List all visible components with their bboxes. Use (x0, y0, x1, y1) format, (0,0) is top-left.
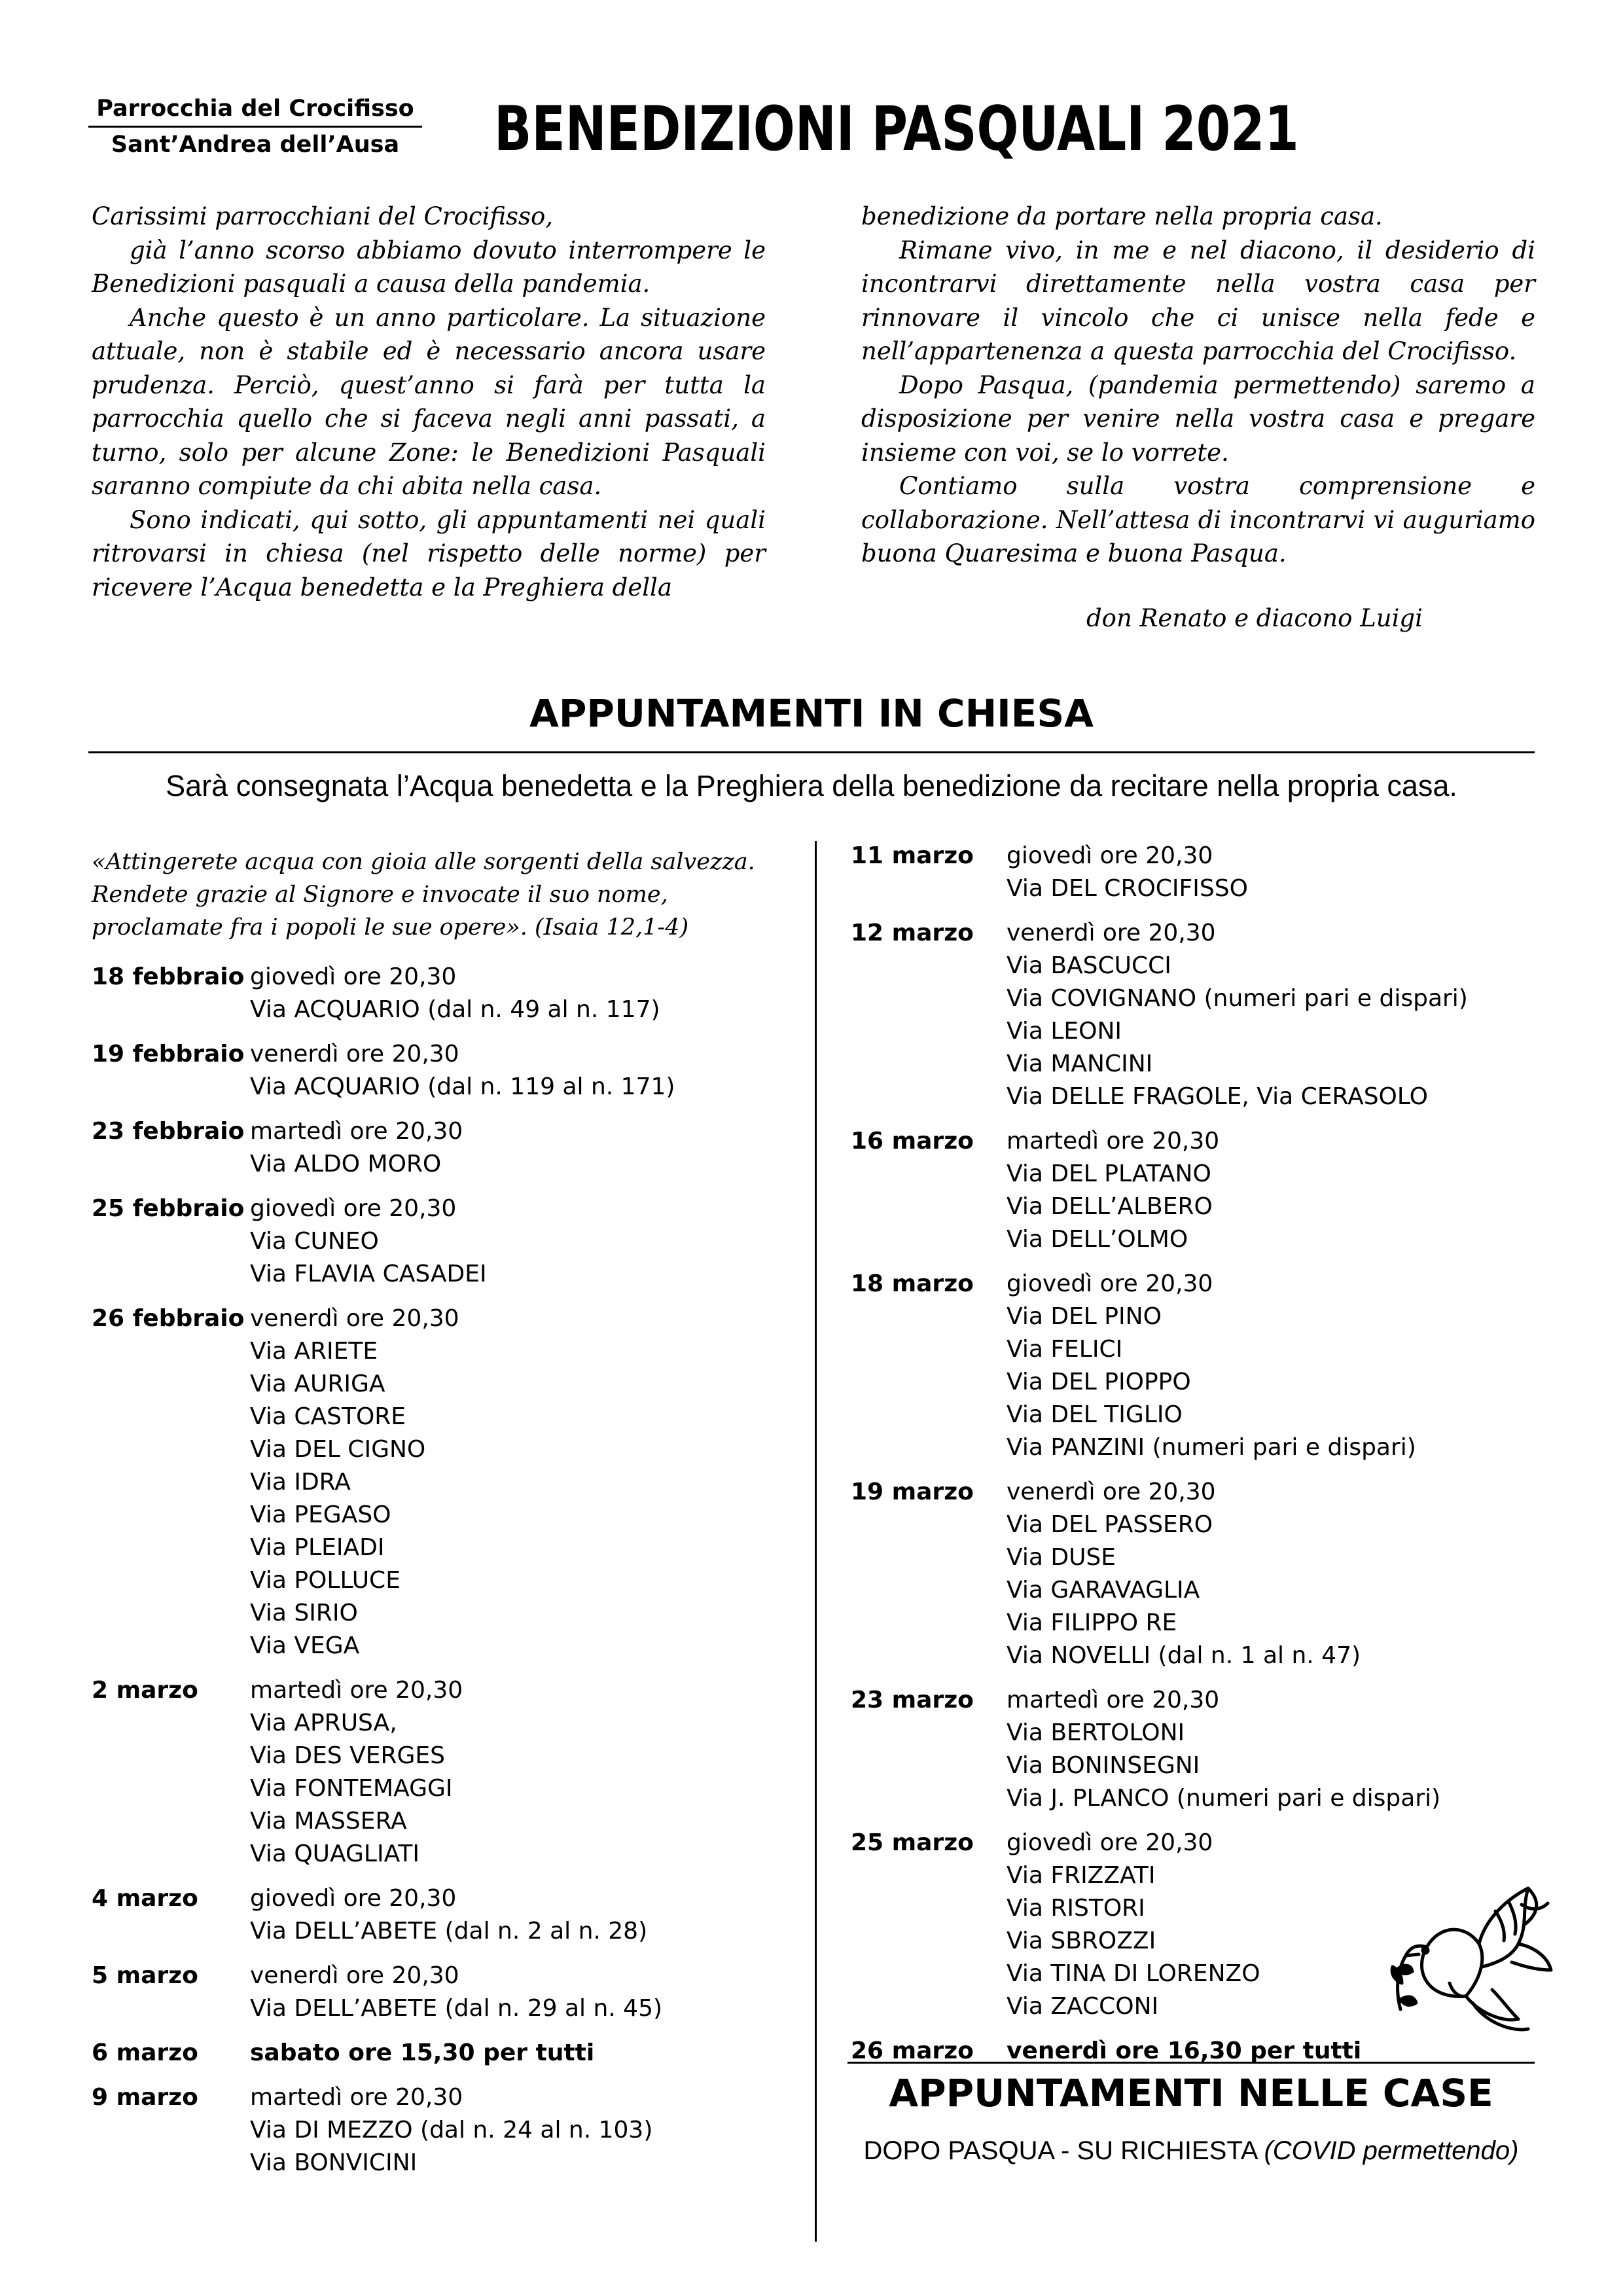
entry-street: Via FLAVIA CASADEI (250, 1261, 487, 1287)
entry-date: 19 marzo (851, 1479, 974, 1505)
entry-street: Via POLLUCE (250, 1567, 401, 1594)
letter-paragraph: Rimane vivo, in me e nel diacono, il desiderio di incontrarvi direttamente nella vostra casa per rinnovare il vincolo che ci unisce nella fede e nell’appartenenza a questa parrocchia del Crocifisso. (861, 236, 1535, 365)
homes-note-text: DOPO PASQUA - SU RICHIESTA (863, 2136, 1264, 2165)
letter-left-column (92, 200, 766, 604)
entry-date: 25 marzo (851, 1829, 974, 1856)
entry-street: Via DELL’OLMO (1007, 1226, 1188, 1253)
entry-street: Via IDRA (250, 1469, 351, 1496)
entry-time: giovedì ore 20,30 (1007, 842, 1213, 869)
entry-street: Via FRIZZATI (1007, 1862, 1156, 1889)
schedule-entry (92, 1193, 675, 1291)
homes-note-italic: (COVID permettendo) (1264, 2136, 1519, 2165)
schedule-entry (851, 840, 1468, 905)
entry-street: Via PEGASO (250, 1501, 391, 1528)
entry-lines (1007, 1476, 1361, 1672)
schedule-entry (92, 1960, 675, 2025)
schedule-entry (851, 1684, 1468, 1815)
parish-name (88, 92, 422, 162)
entry-lines (250, 1882, 647, 1948)
entry-lines (250, 1193, 487, 1291)
entry-street: Via VEGA (250, 1632, 360, 1659)
entry-date: 19 febbraio (92, 1041, 245, 1067)
entry-street: Via DI MEZZO (dal n. 24 al n. 103) (250, 2117, 653, 2144)
entry-date: 25 febbraio (92, 1195, 245, 1222)
letter-signature: don Renato e diacono Luigi (1086, 604, 1423, 632)
entry-date: 26 marzo (851, 2037, 974, 2064)
entry-lines (250, 1038, 675, 1103)
entry-lines (250, 1960, 662, 2025)
entry-time: giovedì ore 20,30 (1007, 1829, 1213, 1856)
entry-date: 11 marzo (851, 842, 974, 869)
entry-lines (1007, 1827, 1260, 2023)
parish-line-1: Parrocchia del Crocifisso (88, 92, 422, 128)
entry-lines (250, 2037, 594, 2070)
quote-line: Rendete grazie al Signore e invocate il suo nome, (92, 882, 668, 908)
entry-street: Via LEONI (1007, 1018, 1122, 1045)
letter-paragraph: Sono indicati, qui sotto, gli appuntamenti nei quali ritrovarsi in chiesa (nel rispetto delle norme) per ricevere l’Acqua benedetta e la Preghiera della (92, 505, 766, 601)
letter-paragraph: Carissimi parrocchiani del Crocifisso, (92, 202, 554, 230)
entry-street: Via ZACCONI (1007, 1993, 1159, 2020)
entry-street: Via MASSERA (250, 1808, 407, 1835)
entry-street: Via CUNEO (250, 1228, 379, 1255)
entry-lines (250, 1302, 459, 1662)
schedule-entry (92, 1674, 675, 1871)
homes-section-note (847, 2132, 1535, 2169)
schedule-entry (92, 1882, 675, 1948)
entry-street: Via ALDO MORO (250, 1151, 442, 1177)
entry-street: Via CASTORE (250, 1403, 406, 1430)
entry-street: Via DEL TIGLIO (1007, 1401, 1183, 1428)
entry-lines (1007, 840, 1248, 905)
schedule-right (851, 840, 1468, 2079)
scripture-quote (92, 846, 779, 944)
entry-street: Via DEL PIOPPO (1007, 1369, 1191, 1395)
entry-date: 26 febbraio (92, 1305, 245, 1332)
entry-lines (250, 2081, 652, 2179)
entry-street: Via FONTEMAGGI (250, 1775, 453, 1802)
entry-street: Via BASCUCCI (1007, 952, 1171, 979)
entry-street: Via DELL’ABETE (dal n. 29 al n. 45) (250, 1995, 663, 2022)
entry-date: 18 marzo (851, 1270, 974, 1297)
entry-time: martedì ore 20,30 (250, 1677, 463, 1704)
entry-street: Via ACQUARIO (dal n. 119 al n. 171) (250, 1073, 675, 1100)
quote-line: «Attingerete acqua con gioia alle sorgenti della salvezza. (92, 849, 755, 875)
entry-street: Via BERTOLONI (1007, 1719, 1185, 1746)
schedule-entry (92, 1038, 675, 1103)
entry-date: 5 marzo (92, 1962, 198, 1989)
entry-time: martedì ore 20,30 (250, 2084, 463, 2111)
letter-paragraph: Contiamo sulla vostra comprensione e collaborazione. Nell’attesa di incontrarvi vi auguriamo buona Quaresima e buona Pasqua. (861, 472, 1535, 567)
homes-section-title: APPUNTAMENTI NELLE CASE (889, 2071, 1493, 2115)
letter-right-column (861, 200, 1535, 571)
entry-time: venerdì ore 20,30 (250, 1041, 459, 1067)
entry-street: Via DELL’ABETE (dal n. 2 al n. 28) (250, 1918, 648, 1945)
schedule-entry (92, 2081, 675, 2179)
schedule-entry (851, 1476, 1468, 1672)
entry-street: Via DES VERGES (250, 1742, 445, 1769)
quote-line: proclamate fra i popoli le sue opere». (Isaia 12,1-4) (92, 914, 689, 941)
letter-paragraph: benedizione da portare nella propria casa. (861, 202, 1383, 230)
entry-date: 18 febbraio (92, 963, 245, 990)
schedule-entry (92, 2037, 675, 2070)
church-section-title: APPUNTAMENTI IN CHIESA (529, 691, 1094, 736)
schedule-entry (851, 1125, 1468, 1256)
entry-street: Via FILIPPO RE (1007, 1609, 1177, 1636)
entry-street: Via NOVELLI (dal n. 1 al n. 47) (1007, 1642, 1361, 1669)
entry-date: 23 febbraio (92, 1118, 245, 1145)
entry-street: Via DEL PINO (1007, 1303, 1162, 1330)
entry-time: martedì ore 20,30 (1007, 1128, 1220, 1155)
schedule-entry (92, 1302, 675, 1662)
entry-time: giovedì ore 20,30 (250, 1195, 457, 1222)
entry-street: Via AURIGA (250, 1371, 385, 1397)
entry-street: Via BONINSEGNI (1007, 1752, 1200, 1779)
dove-with-olive-branch-icon (1387, 1885, 1558, 2036)
entry-date: 12 marzo (851, 920, 974, 946)
entry-street: Via COVIGNANO (numeri pari e dispari) (1007, 985, 1468, 1012)
schedule-entry (851, 1268, 1468, 1464)
entry-street: Via ACQUARIO (dal n. 49 al n. 117) (250, 996, 660, 1023)
entry-time: giovedì ore 20,30 (250, 1885, 457, 1912)
entry-lines (250, 961, 660, 1026)
entry-date: 16 marzo (851, 1128, 974, 1155)
entry-street: Via DELL’ALBERO (1007, 1193, 1213, 1220)
entry-street: Via DEL CIGNO (250, 1436, 426, 1463)
divider (88, 751, 1535, 753)
schedule-entry (92, 1115, 675, 1181)
entry-lines (250, 1674, 463, 1871)
entry-time: venerdì ore 20,30 (1007, 920, 1216, 946)
entry-time: venerdì ore 20,30 (250, 1305, 459, 1332)
entry-street: Via SIRIO (250, 1600, 358, 1626)
entry-street: Via DELLE FRAGOLE, Via CERASOLO (1007, 1083, 1428, 1110)
entry-date: 2 marzo (92, 1677, 198, 1704)
letter-paragraph: Dopo Pasqua, (pandemia permettendo) saremo a disposizione per venire nella vostra casa e pregare insieme con voi, se lo vorrete. (861, 370, 1535, 467)
entry-date: 4 marzo (92, 1885, 198, 1912)
entry-time: sabato ore 15,30 per tutti (250, 2039, 595, 2066)
entry-time: martedì ore 20,30 (250, 1118, 463, 1145)
entry-street: Via DUSE (1007, 1544, 1116, 1571)
page-title: BENEDIZIONI PASQUALI 2021 (494, 94, 1299, 165)
entry-lines (250, 1115, 463, 1181)
parish-line-2: Sant’Andrea dell’Ausa (111, 132, 400, 158)
entry-time: venerdì ore 16,30 per tutti (1007, 2037, 1362, 2064)
entry-lines (1007, 917, 1468, 1113)
entry-lines (1007, 1268, 1416, 1464)
entry-date: 6 marzo (92, 2039, 198, 2066)
entry-street: Via DEL PLATANO (1007, 1160, 1211, 1187)
entry-lines (1007, 1684, 1440, 1815)
letter-paragraph: Anche questo è un anno particolare. La situazione attuale, non è stabile ed è necessario ancora usare prudenza. Perciò, quest’anno si farà per tutta la parrocchia quello che si faceva negli anni passati, a turno, solo per alcune Zone: le Benedizioni Pasquali saranno compiute da chi abita nella casa. (92, 303, 766, 500)
entry-street: Via PANZINI (numeri pari e dispari) (1007, 1434, 1416, 1461)
divider (847, 2062, 1535, 2064)
entry-street: Via ARIETE (250, 1338, 378, 1365)
entry-time: venerdì ore 20,30 (1007, 1479, 1216, 1505)
schedule-left (92, 961, 675, 2191)
entry-street: Via TINA DI LORENZO (1007, 1960, 1260, 1987)
entry-street: Via PLEIADI (250, 1534, 385, 1561)
entry-date: 23 marzo (851, 1687, 974, 1713)
entry-street: Via FELICI (1007, 1336, 1123, 1363)
schedule-entry (851, 1827, 1468, 2023)
entry-time: venerdì ore 20,30 (250, 1962, 459, 1989)
letter-paragraph: già l’anno scorso abbiamo dovuto interrompere le Benedizioni pasquali a causa della pandemia. (92, 236, 766, 298)
entry-street: Via DEL PASSERO (1007, 1511, 1213, 1538)
column-divider (815, 841, 817, 2242)
entry-street: Via APRUSA, (250, 1710, 397, 1736)
entry-street: Via BONVICINI (250, 2149, 418, 2176)
entry-time: giovedì ore 20,30 (1007, 1270, 1213, 1297)
entry-street: Via GARAVAGLIA (1007, 1577, 1200, 1604)
entry-date: 9 marzo (92, 2084, 198, 2111)
entry-street: Via RISTORI (1007, 1895, 1145, 1922)
entry-time: giovedì ore 20,30 (250, 963, 457, 990)
entry-street: Via J. PLANCO (numeri pari e dispari) (1007, 1785, 1441, 1812)
entry-street: Via SBROZZI (1007, 1928, 1156, 1954)
entry-street: Via QUAGLIATI (250, 1840, 420, 1867)
entry-street: Via MANCINI (1007, 1050, 1153, 1077)
entry-time: martedì ore 20,30 (1007, 1687, 1220, 1713)
church-section-subtitle: Sarà consegnata l’Acqua benedetta e la Preghiera della benedizione da recitare nella propria casa. (166, 769, 1457, 802)
entry-street: Via DEL CROCIFISSO (1007, 875, 1248, 902)
entry-lines (1007, 1125, 1219, 1256)
schedule-entry (92, 961, 675, 1026)
schedule-entry (851, 917, 1468, 1113)
